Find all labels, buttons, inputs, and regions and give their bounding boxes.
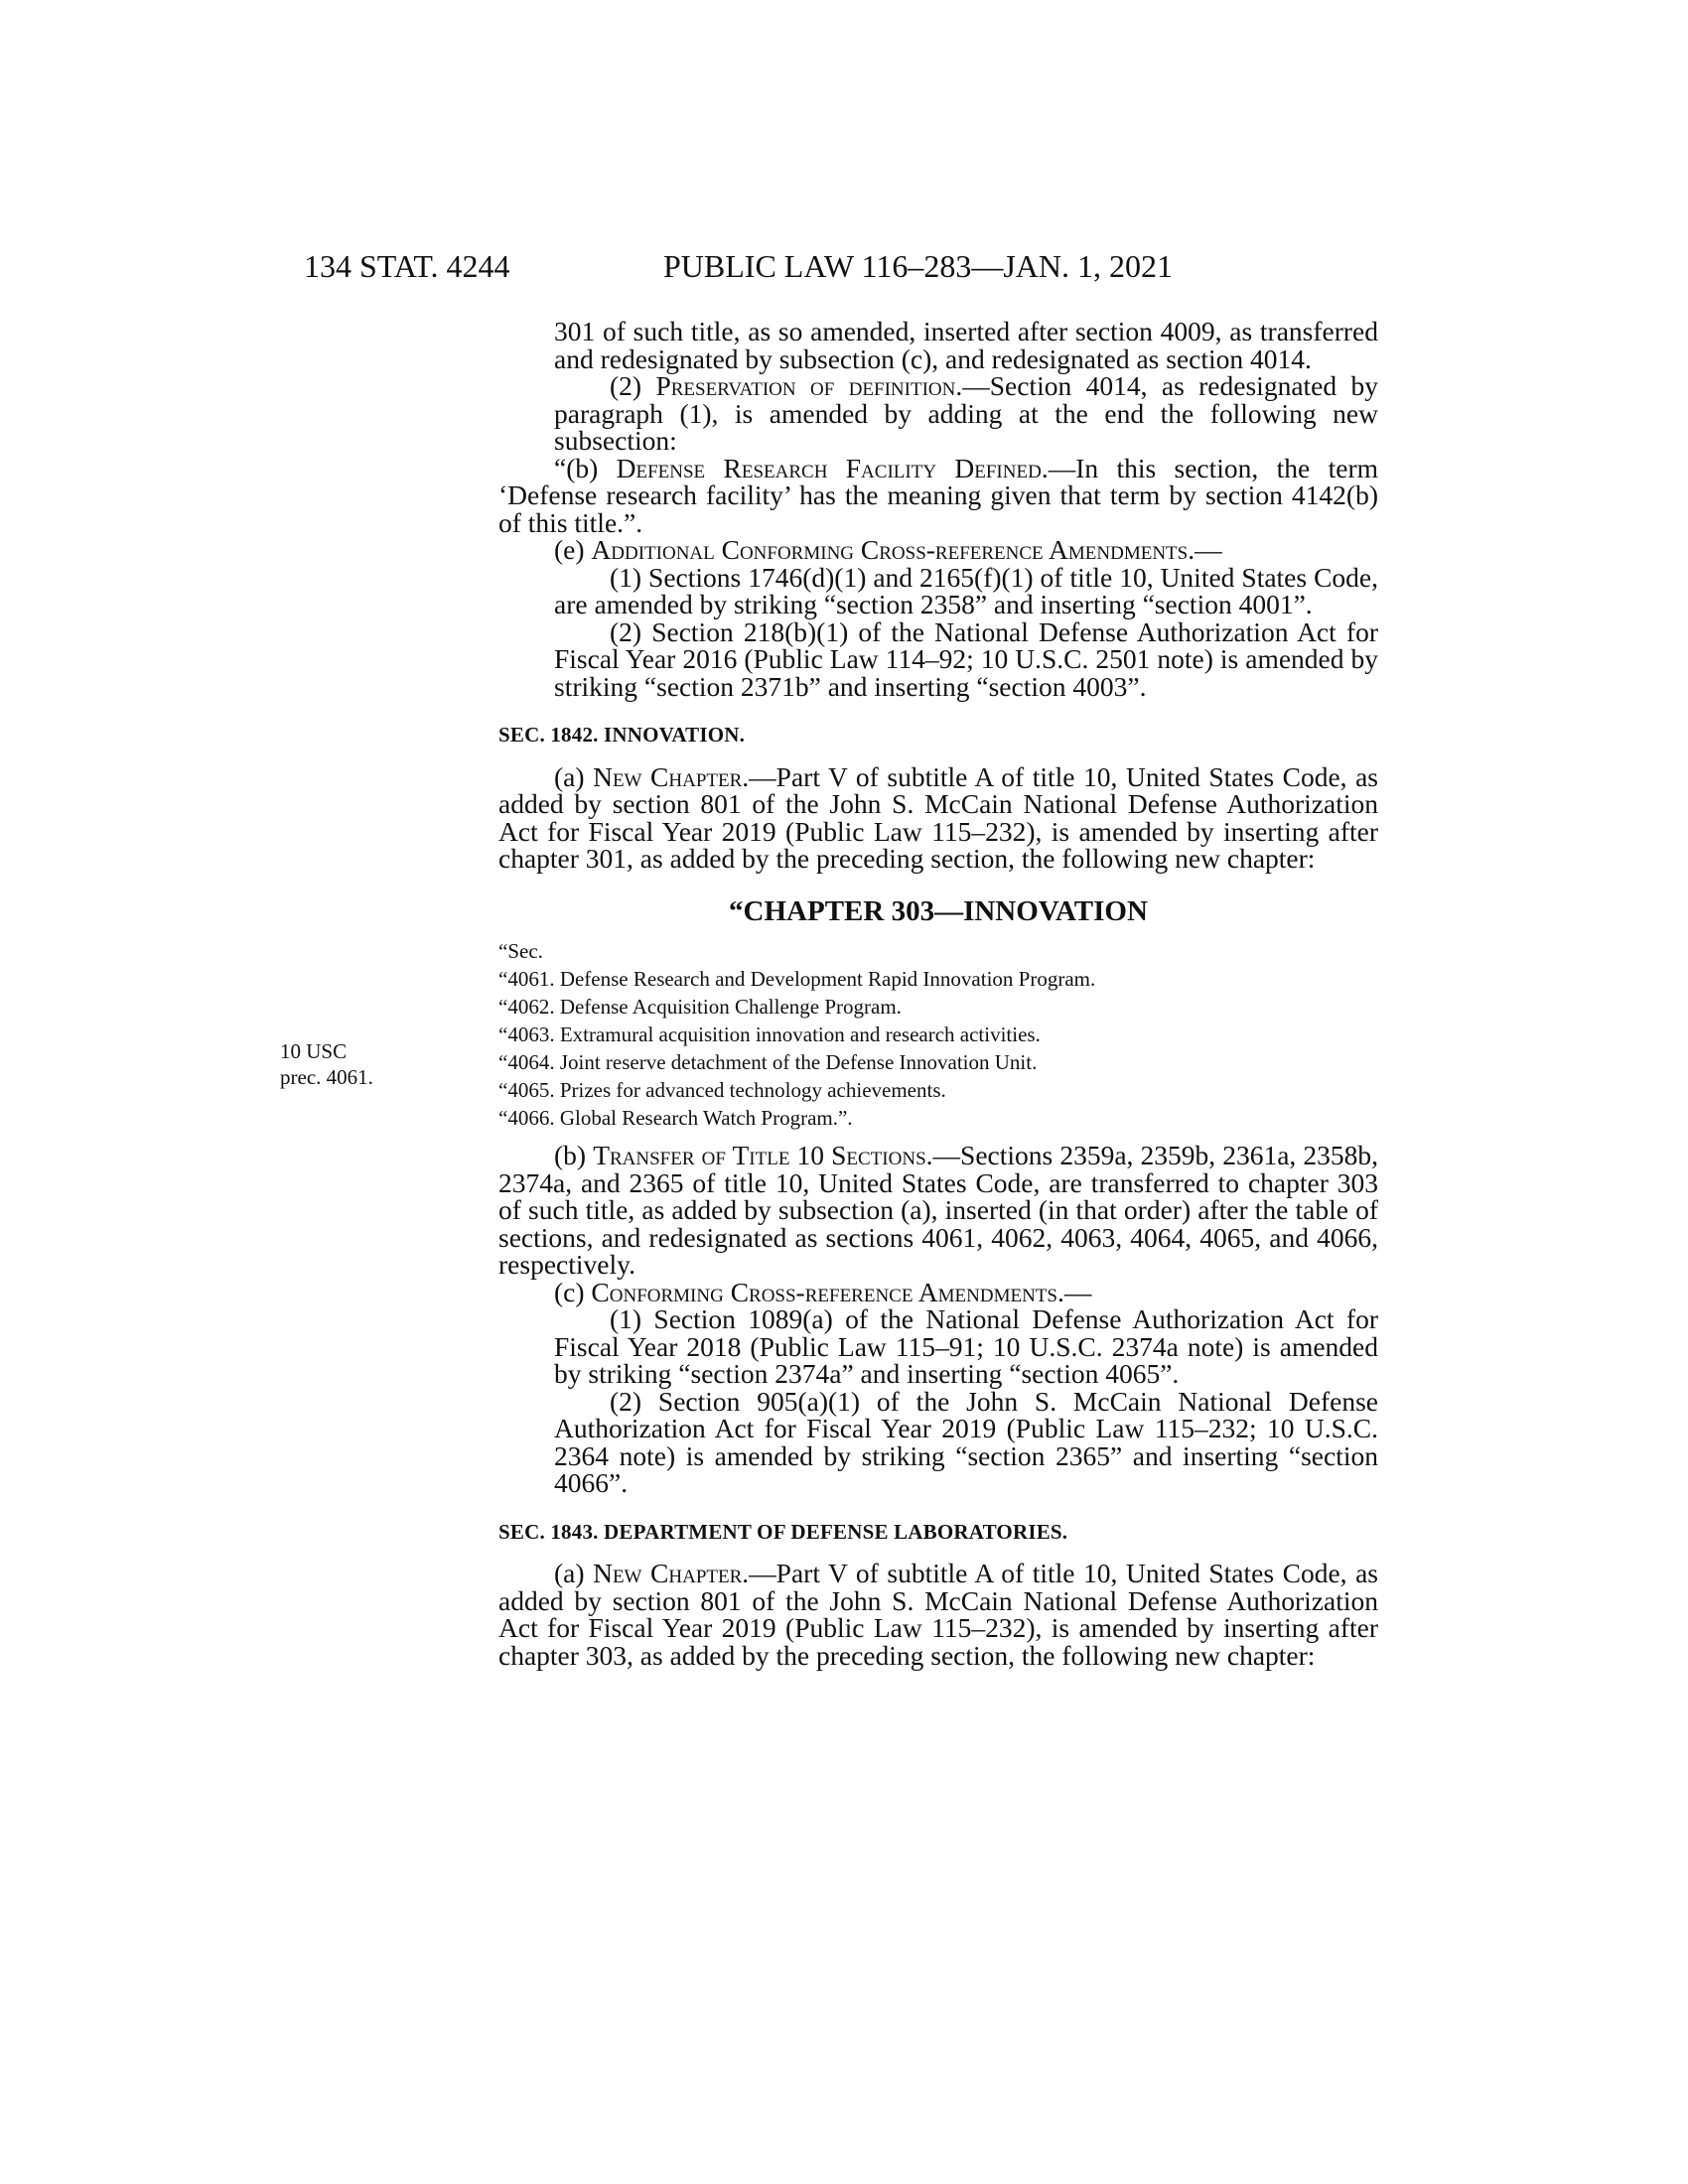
paragraph-text: .—Section 4014, as redesignated by paragraph (1), is amended by adding at the end the following new subsection: xyxy=(554,370,1379,456)
section-heading-1842: SEC. 1842. INNOVATION. xyxy=(498,723,746,747)
quoted-subsection-block xyxy=(498,452,1378,565)
paragraph-2: (2) Section 218(b)(1) of the National Defense Authorization Act for Fiscal Year 2016 (Public Law 114–92; 10 U.S.C. 2501 note) is amended by striking “section 2371b” and inserting “section 4003”. xyxy=(554,615,1378,702)
toc-entry: “4061. Defense Research and Development Rapid Innovation Program. xyxy=(498,967,1096,991)
subsection-number: (a) xyxy=(554,1558,585,1588)
toc-entry: “4063. Extramural acquisition innovation and research activities. xyxy=(498,1023,1041,1046)
paragraph-1: (1) Sections 1746(d)(1) and 2165(f)(1) of title 10, United States Code, are amended by striking “section 2358” and inserting “section 4001”. xyxy=(554,561,1378,619)
subsection-text: .—Part V of subtitle A of title 10, United States Code, as added by section 801 of the John S. McCain National Defense Authorization Act for Fiscal Year 2019 (Public Law 115–232), is amended by inserting after chapter 303, as added by the preceding section, the following new chapter: xyxy=(498,1558,1378,1671)
subsection-a xyxy=(498,1560,1378,1669)
paragraph-preservation-of-definition xyxy=(554,372,1378,455)
subsection-number: (e) xyxy=(554,534,585,565)
paragraph-continued: 301 of such title, as so amended, inserted after section 4009, as transferred and redesignated by subsection (c), and redesignated as section 4014. xyxy=(554,316,1378,374)
subsection-dash: .— xyxy=(1057,1276,1092,1307)
continued-paragraph-block xyxy=(498,318,1378,455)
paragraph-number: (2) xyxy=(610,370,642,401)
amendment-paragraphs xyxy=(498,561,1378,702)
page-header xyxy=(0,248,1688,288)
paragraph-heading: Preservation of definition xyxy=(655,370,956,401)
margin-citation-line1: 10 USC xyxy=(280,1039,348,1063)
subsection-e xyxy=(498,536,1378,564)
toc-entry: “4066. Global Research Watch Program.”. xyxy=(498,1106,853,1130)
subsection-heading: Conforming Cross-reference Amendments xyxy=(591,1276,1058,1307)
public-law-title: PUBLIC LAW 116–283—JAN. 1, 2021 xyxy=(663,248,1173,284)
section-1843-body xyxy=(498,1560,1378,1669)
quoted-subsection-heading: Defense Research Facility Defined xyxy=(616,452,1042,483)
toc-entry: “4064. Joint reserve detachment of the Defense Innovation Unit. xyxy=(498,1050,1038,1074)
subsection-text: .—Sections 2359a, 2359b, 2361a, 2358b, 2374a, and 2365 of title 10, United States Code, are transferred to chapter 303 of such title, as added by subsection (a), inserted (in that order) after the table of sections, and redesignated as sections 4061, 4062, 4063, 4064, 4065, and 4066, respectively. xyxy=(498,1140,1379,1280)
section-1842-body xyxy=(498,760,1378,874)
paragraph-2: (2) Section 905(a)(1) of the John S. McCain National Defense Authorization Act for Fiscal Year 2019 (Public Law 115–232; 10 U.S.C. 2364 note) is amended by striking “section 2365” and inserting “section 4066”. xyxy=(554,1385,1378,1498)
subsection-heading: New Chapter xyxy=(593,760,743,792)
toc-entry: “Sec. xyxy=(498,939,543,963)
subsection-heading: New Chapter xyxy=(593,1558,743,1588)
subsection-heading: Transfer of Title 10 Sections xyxy=(593,1140,926,1170)
subsection-number: (b) xyxy=(554,1140,587,1170)
toc-entry: “4065. Prizes for advanced technology achievements. xyxy=(498,1078,946,1102)
subsection-b xyxy=(498,1142,1378,1279)
subsection-dash: .— xyxy=(1188,534,1222,565)
subsection-heading: Additional Conforming Cross-reference Amendments xyxy=(591,534,1189,565)
paragraph-1: (1) Section 1089(a) of the National Defense Authorization Act for Fiscal Year 2018 (Public Law 115–91; 10 U.S.C. 2374a note) is amended by striking “section 2374a” and inserting “section 4065”. xyxy=(554,1303,1378,1389)
section-heading-1843: SEC. 1843. DEPARTMENT OF DEFENSE LABORATORIES. xyxy=(498,1519,1068,1544)
subsection-number: (a) xyxy=(554,760,585,792)
quoted-subsection-text: .—In this section, the term ‘Defense research facility’ has the meaning given that term by section 4142(b) of this title.”. xyxy=(498,452,1378,538)
statute-page-number: 134 STAT. 4244 xyxy=(304,248,510,284)
subsection-text: .—Part V of subtitle A of title 10, United States Code, as added by section 801 of the John S. McCain National Defense Authorization Act for Fiscal Year 2019 (Public Law 115–232), is amended by inserting after chapter 301, as added by the preceding section, the following new chapter: xyxy=(498,760,1378,874)
subsection-c xyxy=(498,1276,1378,1307)
subsection-a xyxy=(498,760,1378,874)
margin-citation-line2: prec. 4061. xyxy=(280,1065,373,1089)
section-1842-subsections xyxy=(498,1142,1378,1305)
subsection-number: (c) xyxy=(554,1276,585,1307)
quoted-subsection-lead: “(b) xyxy=(554,452,617,483)
quoted-subsection xyxy=(498,452,1378,538)
document-body xyxy=(498,318,1378,1669)
chapter-title: “CHAPTER 303—INNOVATION xyxy=(729,894,1148,927)
toc-entry: “4062. Defense Acquisition Challenge Program. xyxy=(498,995,902,1019)
subsection-c-paragraphs xyxy=(498,1305,1378,1497)
table-of-sections xyxy=(498,937,1378,1132)
margin-citation xyxy=(280,1038,373,1090)
